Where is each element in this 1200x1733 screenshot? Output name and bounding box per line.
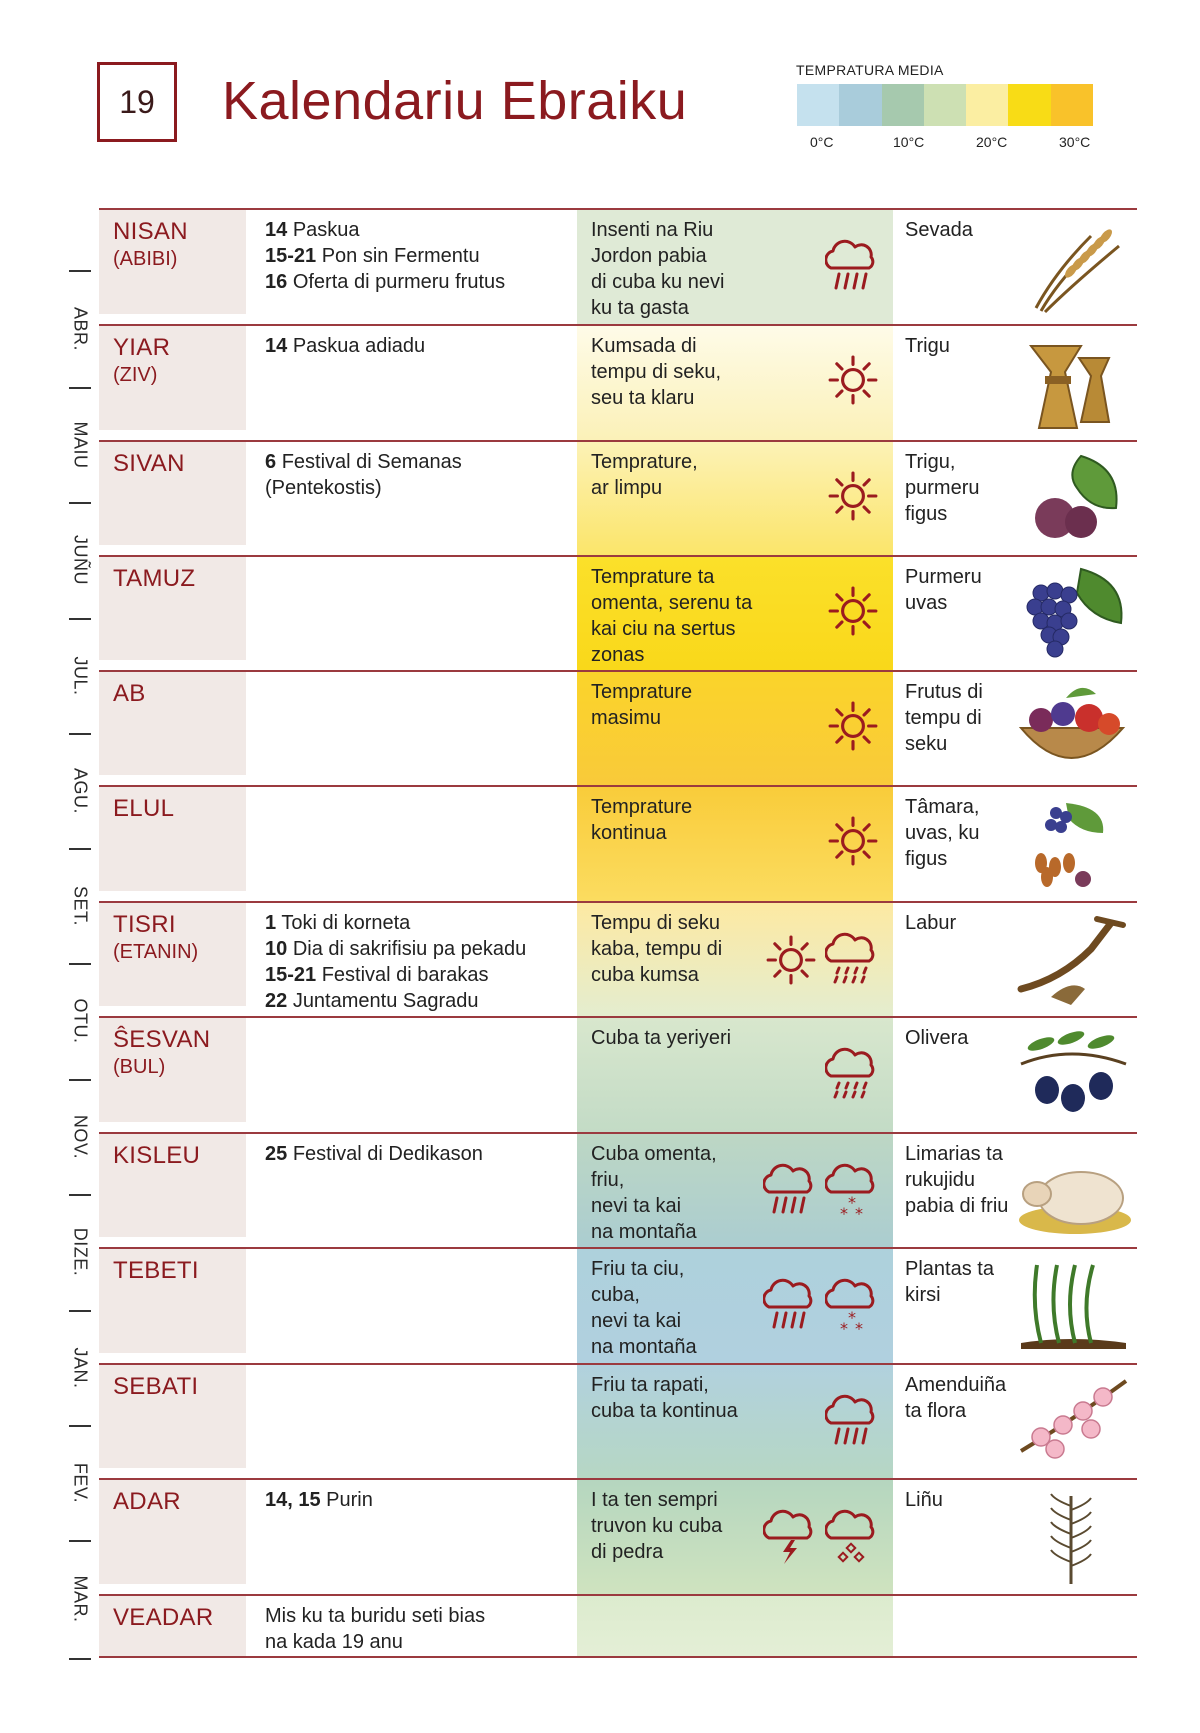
festival-text: Toki di korneta	[281, 912, 411, 934]
month-alt-name: (ABIBI)	[113, 248, 178, 270]
weather-description	[591, 1141, 781, 1245]
weather-line: na montaña	[591, 1221, 697, 1243]
weather-line: kaba, tempu di	[591, 938, 723, 960]
weather-line: ar limpu	[591, 477, 663, 499]
gregorian-month-label: MAR.	[70, 1575, 91, 1623]
month-name: ŜESVAN	[113, 1026, 211, 1053]
thunder-icon	[763, 1508, 817, 1571]
month-divider-tick	[69, 963, 91, 965]
month-row	[99, 208, 1137, 324]
month-name: VEADAR	[113, 1604, 214, 1631]
month-divider-tick	[69, 502, 91, 504]
weather-line: Temprature	[591, 681, 693, 703]
month-divider-tick	[69, 733, 91, 735]
month-cell	[99, 1249, 246, 1353]
festival-text: Festival di Dedikason	[292, 1143, 483, 1165]
weather-line: nevi ta kai	[591, 1195, 682, 1217]
festival-entry	[265, 988, 575, 1014]
festivals	[265, 1141, 575, 1167]
weather-icons	[825, 1393, 879, 1456]
weather-line: Insenti na Riu	[591, 219, 714, 241]
weather-description	[591, 333, 781, 411]
flax-icon	[1011, 1486, 1133, 1586]
festival-entry	[265, 475, 575, 501]
month-row	[99, 670, 1137, 785]
fig-icon	[1011, 448, 1133, 548]
month-divider-tick	[69, 1425, 91, 1427]
month-row	[99, 901, 1137, 1016]
rain-icon	[763, 1277, 817, 1340]
festival-entry	[265, 962, 575, 988]
svg-text:*: *	[848, 1193, 856, 1212]
weather-description	[591, 449, 781, 501]
month-divider-tick	[69, 387, 91, 389]
month-name: TISRI	[113, 911, 176, 938]
festival-text: Purin	[326, 1489, 373, 1511]
weather-icons	[763, 1162, 879, 1225]
festival-day: 16	[265, 271, 288, 293]
weather-line: di cuba ku nevi	[591, 271, 725, 293]
month-cell	[99, 557, 246, 660]
dates-icon	[1011, 793, 1133, 893]
svg-text:*: *	[840, 1319, 848, 1335]
page-title: Kalendariu Ebraiku	[222, 71, 688, 131]
temperature-swatch	[924, 84, 966, 126]
crop-label: Tâmara, uvas, ku figus	[905, 796, 980, 870]
gregorian-month-label: FEV.	[70, 1462, 91, 1503]
month-row	[99, 1016, 1137, 1132]
month-cell	[99, 672, 246, 775]
festival-text: Paskua adiadu	[292, 335, 426, 357]
month-name: KISLEU	[113, 1142, 201, 1169]
weather-line: Temprature ta	[591, 566, 715, 588]
month-divider-tick	[69, 1310, 91, 1312]
weather-line: ku ta gasta	[591, 297, 689, 319]
temperature-swatch	[1008, 84, 1050, 126]
crop-label: Liñu	[905, 1489, 943, 1511]
festival-text: Pon sin Fermentu	[321, 245, 480, 267]
crop-label: Limarias ta rukujidu pabia di friu	[905, 1143, 1009, 1217]
weather-cell	[577, 1134, 893, 1247]
month-name: SIVAN	[113, 450, 185, 477]
festivals	[265, 1487, 575, 1513]
weather-description	[591, 794, 781, 846]
weather-icons	[825, 238, 879, 301]
page-number: 19	[97, 62, 177, 142]
weather-cell	[577, 1018, 893, 1132]
month-cell	[99, 1018, 246, 1122]
plough-icon	[1011, 909, 1133, 1009]
festival-day: 6	[265, 451, 277, 473]
month-cell	[99, 1365, 246, 1468]
month-divider-tick	[69, 270, 91, 272]
sprout-icon	[1011, 1255, 1133, 1355]
month-row	[99, 1247, 1137, 1363]
weather-line: tempu di seku,	[591, 361, 722, 383]
snow-icon	[825, 1162, 879, 1225]
sun-icon	[827, 354, 879, 411]
weather-line: Cuba ta yeriyeri	[591, 1027, 732, 1049]
month-cell	[99, 442, 246, 545]
crop-label: Frutus di tempu di seku	[905, 681, 983, 755]
weather-description	[591, 564, 781, 668]
festival-entry	[265, 269, 575, 295]
weather-description	[591, 679, 781, 731]
temperature-swatch	[797, 84, 839, 126]
weather-description	[591, 1487, 781, 1565]
weather-line: kai ciu na sertus	[591, 618, 736, 640]
weather-line: Friu ta rapati,	[591, 1374, 709, 1396]
weather-line: Jordon pabia	[591, 245, 707, 267]
weather-cell	[577, 442, 893, 555]
temperature-swatch	[839, 84, 881, 126]
month-divider-tick	[69, 618, 91, 620]
temperature-tick-label: 0°C	[810, 134, 834, 150]
weather-line: kontinua	[591, 822, 667, 844]
weather-icons	[765, 931, 879, 994]
month-name: TAMUZ	[113, 565, 196, 592]
weather-cell	[577, 903, 893, 1016]
month-divider-tick	[69, 848, 91, 850]
month-name: YIAR	[113, 334, 171, 361]
festival-text: (Pentekostis)	[265, 477, 382, 499]
month-name: TEBETI	[113, 1257, 199, 1284]
temperature-swatch	[1051, 84, 1093, 126]
month-alt-name: (ZIV)	[113, 364, 158, 386]
temperature-tick-label: 10°C	[893, 134, 925, 150]
festival-day: 15-21	[265, 245, 317, 267]
gregorian-month-label: SET.	[70, 885, 91, 926]
temperature-legend-title: TEMPRATURA MEDIA	[796, 62, 944, 78]
weather-description	[591, 1372, 781, 1424]
weather-line: masimu	[591, 707, 662, 729]
crop-label: Sevada	[905, 219, 973, 241]
temperature-swatch	[882, 84, 924, 126]
rain-icon	[763, 1162, 817, 1225]
month-cell	[99, 210, 246, 314]
month-alt-name: (BUL)	[113, 1056, 166, 1078]
gregorian-month-label: NOV.	[70, 1114, 91, 1159]
gregorian-month-label: JUL.	[70, 655, 91, 696]
light-rain-icon	[825, 931, 879, 994]
festival-text: Festival di Semanas	[281, 451, 462, 473]
weather-icons	[827, 815, 879, 872]
crop-label: Trigu, purmeru figus	[905, 451, 980, 525]
weather-description	[591, 1025, 781, 1051]
temperature-legend-bar	[797, 84, 1093, 126]
weather-line: seu ta klaru	[591, 387, 695, 409]
weather-description	[591, 217, 781, 321]
rain-icon	[825, 1393, 879, 1456]
month-row	[99, 1132, 1137, 1247]
gregorian-month-axis	[54, 0, 102, 1733]
weather-icons	[827, 700, 879, 757]
festival-entry	[265, 1141, 575, 1167]
weather-cell	[577, 1365, 893, 1478]
weather-line: Kumsada di	[591, 335, 697, 357]
weather-line: cuba ta kontinua	[591, 1400, 738, 1422]
month-row	[99, 785, 1137, 901]
weather-line: di pedra	[591, 1541, 664, 1563]
weather-cell	[577, 210, 893, 324]
svg-text:*: *	[855, 1204, 863, 1220]
month-cell	[99, 1480, 246, 1584]
fruit-basket-icon	[1011, 678, 1133, 778]
month-row	[99, 1478, 1137, 1594]
sun-icon	[827, 470, 879, 527]
month-cell	[99, 326, 246, 430]
light-rain-icon	[825, 1046, 879, 1109]
svg-text:*: *	[840, 1204, 848, 1220]
olive-icon	[1011, 1024, 1133, 1124]
festivals	[265, 1603, 575, 1655]
crop-label: Olivera	[905, 1027, 969, 1049]
month-cell	[99, 787, 246, 891]
almond-blossom-icon	[1011, 1371, 1133, 1471]
gregorian-month-label: AGU.	[70, 767, 91, 814]
month-name: AB	[113, 680, 146, 707]
weather-line: omenta, serenu ta	[591, 592, 753, 614]
festival-day: 1	[265, 912, 277, 934]
crop-label: Amenduiña ta flora	[905, 1374, 1007, 1422]
weather-line: zonas	[591, 644, 645, 666]
wheat-sheaf-icon	[1011, 332, 1133, 432]
weather-line: friu,	[591, 1169, 625, 1191]
month-divider-tick	[69, 1079, 91, 1081]
month-row	[99, 1594, 1137, 1658]
rain-icon	[825, 238, 879, 301]
crop-label: Labur	[905, 912, 957, 934]
month-cell	[99, 1596, 246, 1656]
weather-line: Friu ta ciu,	[591, 1258, 685, 1280]
festival-text: na kada 19 anu	[265, 1631, 403, 1653]
festival-text: Oferta di purmeru frutus	[292, 271, 506, 293]
crop-label: Trigu	[905, 335, 950, 357]
month-row	[99, 324, 1137, 440]
weather-line: truvon ku cuba	[591, 1515, 723, 1537]
gregorian-month-label: MAIU	[70, 421, 91, 468]
weather-cell	[577, 672, 893, 785]
month-divider-tick	[69, 1194, 91, 1196]
festival-day: 10	[265, 938, 288, 960]
gregorian-month-label: JUÑU	[70, 535, 91, 585]
month-row	[99, 555, 1137, 670]
month-name: SEBATI	[113, 1373, 199, 1400]
festivals	[265, 449, 575, 501]
crop-label: Purmeru uvas	[905, 566, 982, 614]
festivals	[265, 217, 575, 295]
weather-cell	[577, 557, 893, 670]
weather-line: Temprature	[591, 796, 693, 818]
sheep-icon	[1011, 1140, 1133, 1240]
festival-text: Juntamentu Sagradu	[292, 990, 479, 1012]
weather-line: Temprature,	[591, 451, 698, 473]
month-name: ADAR	[113, 1488, 181, 1515]
svg-text:*: *	[848, 1308, 856, 1327]
weather-description	[591, 1256, 781, 1360]
grapes-icon	[1011, 563, 1133, 663]
gregorian-month-label: OTU.	[70, 998, 91, 1044]
sun-icon	[827, 815, 879, 872]
festivals	[265, 910, 575, 1014]
hail-icon	[825, 1508, 879, 1571]
weather-icons	[825, 1046, 879, 1109]
temperature-tick-label: 30°C	[1059, 134, 1091, 150]
weather-icons	[763, 1508, 879, 1571]
weather-description	[591, 910, 781, 988]
weather-cell	[577, 1249, 893, 1363]
month-row	[99, 1363, 1137, 1478]
festival-entry	[265, 1487, 575, 1513]
weather-line: cuba,	[591, 1284, 640, 1306]
festival-text: Dia di sakrifisiu pa pekadu	[292, 938, 527, 960]
gregorian-month-label: JAN.	[70, 1346, 91, 1389]
snow-icon	[825, 1277, 879, 1340]
sun-icon	[827, 700, 879, 757]
weather-icons	[827, 354, 879, 411]
month-alt-name: (ETANIN)	[113, 941, 199, 963]
month-divider-tick	[69, 1540, 91, 1542]
weather-line: Cuba omenta,	[591, 1143, 717, 1165]
festival-entry	[265, 449, 575, 475]
weather-line: I ta ten sempri	[591, 1489, 718, 1511]
month-row	[99, 440, 1137, 555]
weather-cell	[577, 787, 893, 901]
barley-icon	[1011, 216, 1133, 316]
festival-day: 25	[265, 1143, 288, 1165]
festival-entry	[265, 333, 575, 359]
festival-day: 22	[265, 990, 288, 1012]
weather-line: nevi ta kai	[591, 1310, 682, 1332]
crop-label: Plantas ta kirsi	[905, 1258, 994, 1306]
weather-icons	[827, 585, 879, 642]
gregorian-month-label: ABR.	[70, 306, 91, 351]
weather-icons	[827, 470, 879, 527]
month-name: ELUL	[113, 795, 175, 822]
weather-cell	[577, 326, 893, 440]
festival-text: Mis ku ta buridu seti bias	[265, 1605, 486, 1627]
festival-entry	[265, 1603, 575, 1629]
festival-entry	[265, 936, 575, 962]
festivals	[265, 333, 575, 359]
gregorian-month-label: DIZE.	[70, 1227, 91, 1277]
festival-day: 14	[265, 335, 288, 357]
weather-line: na montaña	[591, 1336, 697, 1358]
sun-icon	[765, 934, 817, 991]
svg-text:*: *	[855, 1319, 863, 1335]
month-divider-tick	[69, 1658, 91, 1660]
sun-icon	[827, 585, 879, 642]
weather-line: Tempu di seku	[591, 912, 720, 934]
festival-text: Paskua	[292, 219, 360, 241]
festival-day: 14, 15	[265, 1489, 321, 1511]
festival-entry	[265, 1629, 575, 1655]
temperature-swatch	[966, 84, 1008, 126]
weather-line: cuba kumsa	[591, 964, 699, 986]
weather-cell	[577, 1596, 893, 1656]
weather-cell	[577, 1480, 893, 1594]
month-name: NISAN	[113, 218, 188, 245]
month-cell	[99, 903, 246, 1006]
festival-text: Festival di barakas	[321, 964, 489, 986]
festival-day: 15-21	[265, 964, 317, 986]
festival-entry	[265, 217, 575, 243]
festival-entry	[265, 243, 575, 269]
weather-icons	[763, 1277, 879, 1340]
festival-day: 14	[265, 219, 288, 241]
month-cell	[99, 1134, 246, 1237]
festival-entry	[265, 910, 575, 936]
temperature-tick-label: 20°C	[976, 134, 1008, 150]
